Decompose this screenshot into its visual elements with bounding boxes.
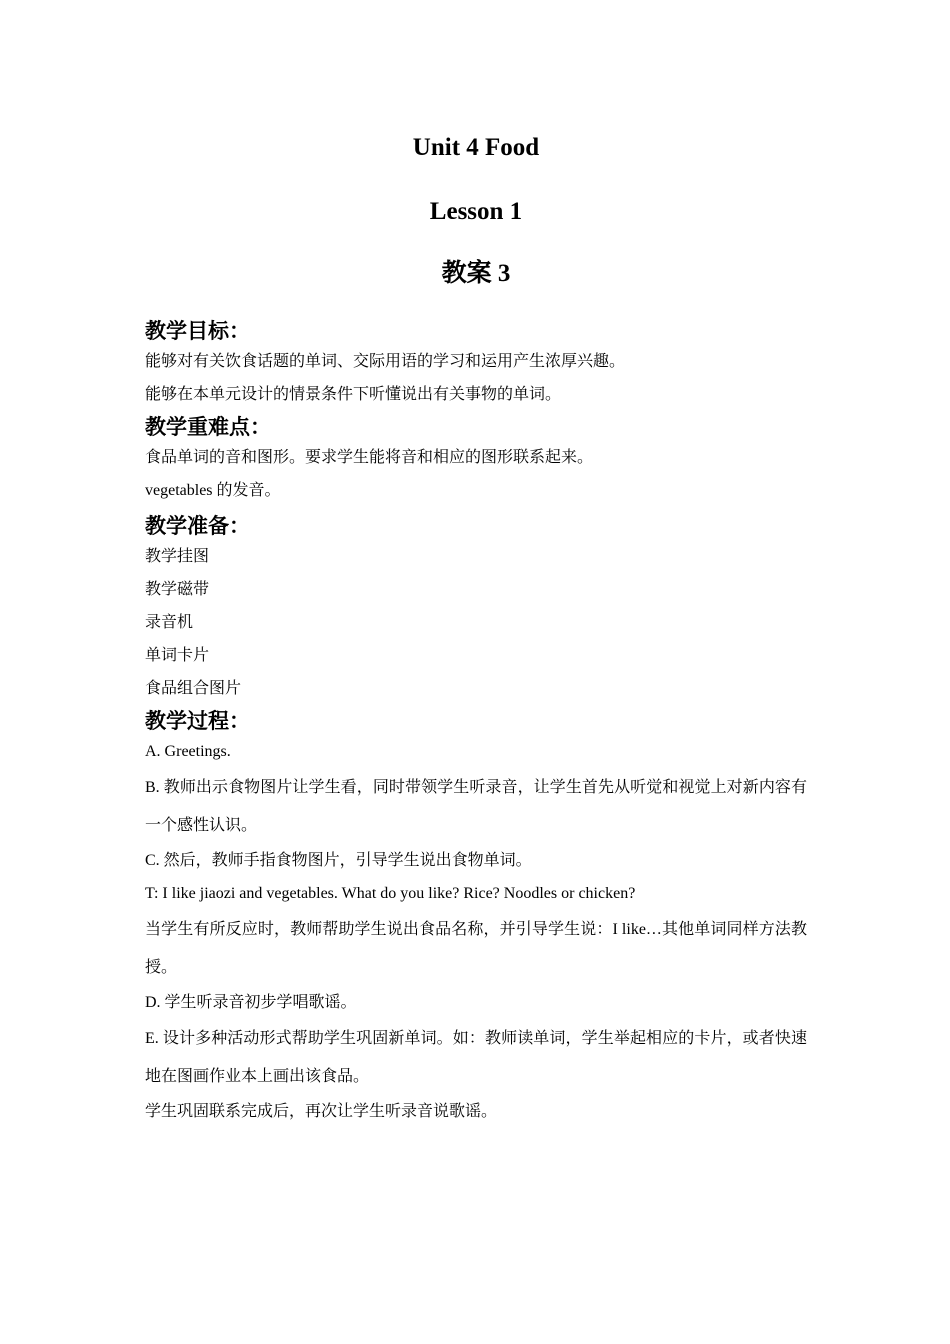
process-step-d: D. 学生听录音初步学唱歌谣。 bbox=[145, 994, 357, 1011]
process-step-c: C. 然后，教师手指食物图片，引导学生说出食物单词。 bbox=[145, 852, 532, 869]
objective-item: 能够在本单元设计的情景条件下听懂说出有关事物的单词。 bbox=[145, 386, 562, 403]
process-step-b: B. 教师出示食物图片让学生看，同时带领学生听录音，让学生首先从听觉和视觉上对新内容有一个感性认识。 bbox=[145, 779, 807, 834]
objective-item: 能够对有关饮食话题的单词、交际用语的学习和运用产生浓厚兴趣。 bbox=[145, 353, 626, 370]
teacher-dialogue: T: I like jiaozi and vegetables. What do you like? Rice? Noodles or chicken? bbox=[145, 885, 636, 902]
key-point-item: vegetables 的发音。 bbox=[145, 482, 281, 499]
preparation-heading: 教学准备： bbox=[145, 514, 250, 538]
process-heading: 教学过程： bbox=[145, 709, 250, 733]
process-step-a: A. Greetings. bbox=[145, 743, 231, 760]
key-point-item: 食品单词的音和图形。要求学生能将音和相应的图形联系起来。 bbox=[145, 449, 594, 466]
process-note: 当学生有所反应时，教师帮助学生说出食品名称，并引导学生说：I like…其他单词同样方法教授。 bbox=[145, 921, 807, 976]
unit-title: Unit 4 Food bbox=[412, 134, 540, 161]
process-step-e: E. 设计多种活动形式帮助学生巩固新单词。如：教师读单词，学生举起相应的卡片，或者快速地在图画作业本上画出该食品。 bbox=[145, 1030, 807, 1085]
preparation-item: 教学磁带 bbox=[145, 581, 210, 598]
key-points-heading: 教学重难点： bbox=[145, 415, 271, 439]
objectives-heading: 教学目标： bbox=[145, 319, 250, 343]
preparation-item: 单词卡片 bbox=[145, 647, 210, 664]
process-closing: 学生巩固联系完成后，再次让学生听录音说歌谣。 bbox=[145, 1103, 498, 1120]
plan-label: 教案 3 bbox=[441, 260, 511, 287]
preparation-item: 教学挂图 bbox=[145, 548, 210, 565]
document-body bbox=[145, 130, 807, 1129]
preparation-item: 录音机 bbox=[145, 614, 194, 631]
lesson-title: Lesson 1 bbox=[429, 198, 523, 225]
preparation-item: 食品组合图片 bbox=[145, 680, 242, 697]
